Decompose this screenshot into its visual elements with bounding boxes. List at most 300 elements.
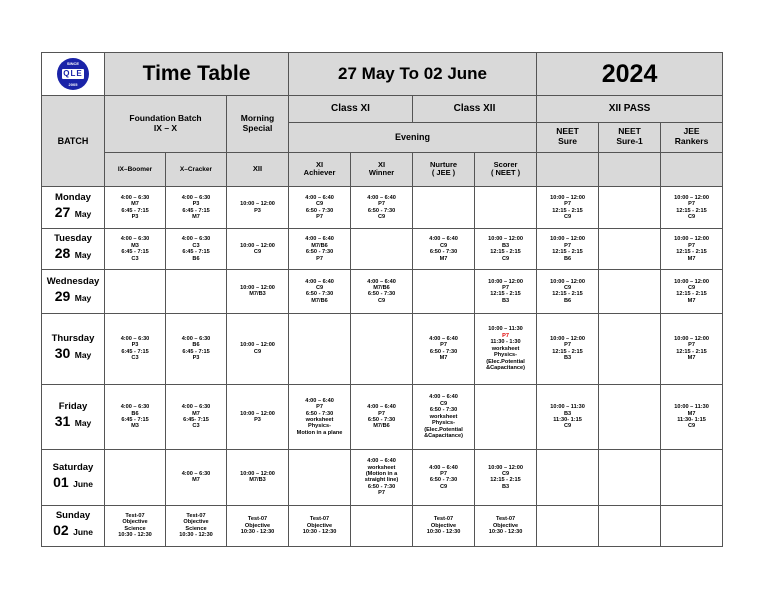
schedule-line: 6:50 - 7:30 xyxy=(367,483,396,490)
neet-sure1-header: NEET Sure-1 xyxy=(599,122,661,152)
table-row xyxy=(42,450,723,505)
schedule-line: 10:30 - 12:30 xyxy=(118,532,152,539)
schedule-line: B3 xyxy=(501,483,510,490)
schedule-line: C9 xyxy=(253,348,262,355)
schedule-cell xyxy=(105,384,166,450)
schedule-cell xyxy=(661,314,723,385)
schedule-line: M7/B6 xyxy=(311,297,328,304)
schedule-cell xyxy=(227,314,289,385)
schedule-cell xyxy=(413,187,475,229)
schedule-cell xyxy=(166,384,227,450)
schedule-line: P7 xyxy=(502,284,509,291)
schedule-line: 4:00 – 6:40 xyxy=(367,404,396,411)
schedule-line: M7 xyxy=(687,255,696,262)
day-name: Friday xyxy=(58,401,88,413)
schedule-line: Test-07 xyxy=(247,516,268,523)
schedule-line: 6:45- 7:15 xyxy=(183,416,209,423)
timetable xyxy=(41,52,723,547)
schedule-line: P7 xyxy=(564,342,571,349)
schedule-line: P7 xyxy=(378,410,385,417)
schedule-line: 12:15 - 2:15 xyxy=(676,249,707,256)
schedule-line: 4:00 – 6:40 xyxy=(367,278,396,285)
schedule-line: Motion in a plane xyxy=(296,429,343,436)
schedule-line: 10:00 – 12:00 xyxy=(674,236,709,243)
schedule-cell xyxy=(227,269,289,313)
schedule-line: 6:45 - 7:15 xyxy=(121,416,149,423)
schedule-line: P7 xyxy=(378,201,385,208)
class-xii-header: Class XII xyxy=(413,96,537,122)
schedule-line: 4:00 – 6:40 xyxy=(429,394,458,401)
schedule-line: &Capacitance) xyxy=(486,364,525,371)
schedule-line: P3 xyxy=(131,214,139,221)
schedule-line: 4:00 – 6:40 xyxy=(429,336,458,343)
schedule-line: 6:50 - 7:30 xyxy=(429,249,458,256)
schedule-line: P7 xyxy=(440,470,447,477)
schedule-line: 10:00 – 12:00 xyxy=(240,242,275,249)
schedule-line: Test-07 xyxy=(433,516,454,523)
schedule-line: C3 xyxy=(192,242,200,249)
schedule-line: 11:30- 1:15 xyxy=(677,416,706,423)
schedule-line: 4:00 – 6:40 xyxy=(305,397,334,404)
day-month: May xyxy=(74,292,92,303)
schedule-line: C9 xyxy=(253,249,262,256)
schedule-line: 10:30 - 12:30 xyxy=(426,529,461,536)
schedule-line: P7 xyxy=(378,490,385,497)
schedule-cell xyxy=(537,450,599,505)
schedule-cell xyxy=(351,187,413,229)
x-cracker-header: X–Cracker xyxy=(166,152,227,186)
neet-sure-header: NEET Sure xyxy=(537,122,599,152)
schedule-line: 4:00 – 6:30 xyxy=(181,236,211,243)
schedule-line: M7 xyxy=(192,214,200,221)
schedule-cell xyxy=(599,187,661,229)
day-cell xyxy=(42,384,105,450)
schedule-line: 12:15 - 2:15 xyxy=(490,477,521,484)
schedule-cell xyxy=(105,269,166,313)
schedule-line: 12:15 - 2:15 xyxy=(676,207,707,214)
schedule-cell xyxy=(661,269,723,313)
schedule-line: 4:00 – 6:30 xyxy=(181,194,211,201)
schedule-line: C9 xyxy=(687,284,696,291)
schedule-cell xyxy=(289,269,351,313)
schedule-line: Objective xyxy=(122,519,148,526)
table-row xyxy=(42,384,723,450)
schedule-line: 10:00 – 11:30 xyxy=(674,404,709,411)
schedule-cell xyxy=(105,314,166,385)
schedule-line: M3 xyxy=(131,242,139,249)
schedule-line: B6 xyxy=(563,297,572,304)
schedule-line: 4:00 – 6:40 xyxy=(305,278,334,285)
schedule-line: Objective xyxy=(430,522,457,529)
day-cell xyxy=(42,229,105,269)
schedule-line: 4:00 – 6:30 xyxy=(120,336,150,343)
schedule-cell xyxy=(599,384,661,450)
schedule-line: B6 xyxy=(192,255,200,262)
schedule-line: B3 xyxy=(501,242,510,249)
schedule-cell xyxy=(475,314,537,385)
xi-winner-header: XI Winner xyxy=(351,152,413,186)
schedule-line: B6 xyxy=(192,342,200,349)
day-month: June xyxy=(73,527,93,538)
schedule-line: 4:00 – 6:40 xyxy=(305,236,334,243)
schedule-cell xyxy=(166,269,227,313)
schedule-cell xyxy=(413,505,475,546)
schedule-cell xyxy=(166,187,227,229)
ix-boomer-header: IX–Boomer xyxy=(105,152,166,186)
schedule-line: worksheet xyxy=(491,345,520,352)
schedule-line: 6:50 - 7:30 xyxy=(305,291,334,298)
schedule-line: 4:00 – 6:40 xyxy=(305,194,334,201)
day-name: Thursday xyxy=(51,333,95,345)
schedule-cell xyxy=(227,229,289,269)
schedule-cell xyxy=(289,229,351,269)
schedule-line: straight line) xyxy=(364,477,399,484)
schedule-line: 12:15 - 2:15 xyxy=(676,291,707,298)
schedule-line: 4:00 – 6:30 xyxy=(120,194,150,201)
schedule-cell xyxy=(351,384,413,450)
day-month: May xyxy=(74,250,92,261)
schedule-line: 4:00 – 6:30 xyxy=(120,236,150,243)
schedule-line: M7 xyxy=(192,410,200,417)
day-number: 29 xyxy=(54,287,71,304)
schedule-cell xyxy=(537,314,599,385)
schedule-cell xyxy=(413,314,475,385)
schedule-line: M7/B3 xyxy=(249,477,266,484)
schedule-cell xyxy=(289,314,351,385)
schedule-cell xyxy=(166,450,227,505)
schedule-line: 6:45 - 7:15 xyxy=(121,249,149,256)
day-name: Wednesday xyxy=(46,275,100,287)
schedule-line: 10:00 – 12:00 xyxy=(240,342,275,349)
schedule-cell xyxy=(475,187,537,229)
schedule-cell xyxy=(413,450,475,505)
schedule-line: 6:50 - 7:30 xyxy=(429,348,458,355)
date-range: 27 May To 02 June xyxy=(289,53,537,96)
schedule-line: Science xyxy=(185,525,207,532)
schedule-line: P3 xyxy=(192,355,200,362)
schedule-line: Test-07 xyxy=(125,512,145,519)
day-month: May xyxy=(74,350,92,361)
schedule-cell xyxy=(599,314,661,385)
schedule-line: B3 xyxy=(563,410,572,417)
day-number: 27 xyxy=(54,204,71,221)
schedule-line: M7 xyxy=(687,355,696,362)
schedule-line: 4:00 – 6:40 xyxy=(429,236,458,243)
schedule-line: (Elec.Potential xyxy=(486,358,525,365)
class-xi-header: Class XI xyxy=(289,96,413,122)
schedule-cell xyxy=(537,384,599,450)
day-cell xyxy=(42,450,105,505)
schedule-cell xyxy=(475,229,537,269)
day-cell xyxy=(42,314,105,385)
schedule-cell xyxy=(475,269,537,313)
schedule-line: C9 xyxy=(563,423,572,430)
schedule-cell xyxy=(661,505,723,546)
schedule-cell xyxy=(661,384,723,450)
schedule-line: 4:00 – 6:40 xyxy=(367,458,396,465)
schedule-cell xyxy=(475,384,537,450)
schedule-cell xyxy=(351,229,413,269)
xii-header: XII xyxy=(227,152,289,186)
schedule-cell xyxy=(105,450,166,505)
schedule-line: 10:30 - 12:30 xyxy=(179,532,213,539)
schedule-line: P7 xyxy=(688,201,695,208)
schedule-line: M7/B6 xyxy=(373,423,390,430)
schedule-cell xyxy=(166,505,227,546)
schedule-line: Test-07 xyxy=(495,516,516,523)
schedule-cell xyxy=(475,505,537,546)
schedule-cell xyxy=(351,269,413,313)
schedule-cell xyxy=(166,229,227,269)
schedule-line: Physics- xyxy=(494,352,518,359)
schedule-line: Objective xyxy=(244,522,271,529)
schedule-line: C9 xyxy=(439,242,448,249)
qle-logo: SINCE QLE 2005 xyxy=(57,58,89,90)
schedule-line: 12:15 - 2:15 xyxy=(490,249,521,256)
schedule-line: C9 xyxy=(501,255,510,262)
schedule-line: 10:30 - 12:30 xyxy=(488,529,523,536)
schedule-line: 6:45 - 7:15 xyxy=(182,249,210,256)
schedule-line: P7 xyxy=(316,255,323,262)
schedule-line: C9 xyxy=(501,470,510,477)
schedule-line: 6:50 - 7:30 xyxy=(429,477,458,484)
schedule-line: 4:00 – 6:30 xyxy=(181,404,211,411)
day-number: 28 xyxy=(54,245,71,262)
schedule-line: 12:15 - 2:15 xyxy=(676,348,707,355)
schedule-line: 6:50 - 7:30 xyxy=(305,207,334,214)
schedule-line: C9 xyxy=(563,214,572,221)
schedule-line: worksheet xyxy=(305,416,334,423)
schedule-line: P7 xyxy=(564,242,571,249)
schedule-cell xyxy=(599,505,661,546)
schedule-cell xyxy=(166,314,227,385)
day-number: 02 xyxy=(53,522,69,539)
foundation-header: Foundation Batch IX – X xyxy=(105,96,227,152)
schedule-line: 10:00 – 12:00 xyxy=(240,410,275,417)
schedule-line: C9 xyxy=(315,201,324,208)
schedule-cell xyxy=(227,187,289,229)
schedule-line: B6 xyxy=(563,255,572,262)
schedule-line: M7 xyxy=(687,297,696,304)
schedule-line: M7 xyxy=(439,355,448,362)
schedule-line: 10:00 – 11:30 xyxy=(550,404,585,411)
schedule-line: 10:00 – 12:00 xyxy=(550,236,585,243)
schedule-line: C9 xyxy=(439,400,448,407)
schedule-cell xyxy=(105,229,166,269)
schedule-line: 12:15 - 2:15 xyxy=(490,291,521,298)
schedule-line: P3 xyxy=(131,342,139,349)
day-name: Tuesday xyxy=(54,233,92,245)
schedule-line: C3 xyxy=(131,355,139,362)
schedule-cell xyxy=(227,505,289,546)
schedule-cell xyxy=(537,505,599,546)
schedule-line: 10:30 - 12:30 xyxy=(302,529,337,536)
year: 2024 xyxy=(537,53,723,96)
schedule-cell xyxy=(413,229,475,269)
day-cell xyxy=(42,269,105,313)
schedule-cell xyxy=(599,450,661,505)
schedule-line: M7/B3 xyxy=(249,291,266,298)
schedule-cell xyxy=(537,187,599,229)
schedule-cell xyxy=(227,384,289,450)
schedule-line: B3 xyxy=(501,297,510,304)
schedule-line: 10:00 – 12:00 xyxy=(488,278,523,285)
day-name: Saturday xyxy=(52,461,94,473)
schedule-line: Objective xyxy=(306,522,333,529)
table-row xyxy=(42,269,723,313)
schedule-line: P3 xyxy=(192,201,200,208)
schedule-cell xyxy=(661,187,723,229)
schedule-line: 10:00 – 12:00 xyxy=(488,236,523,243)
neet-sure1-sub xyxy=(599,152,661,186)
jee-rankers-sub xyxy=(661,152,723,186)
schedule-line: P7 xyxy=(564,201,571,208)
schedule-line: 10:00 – 12:00 xyxy=(240,470,275,477)
scorer-header: Scorer ( NEET ) xyxy=(475,152,537,186)
schedule-line: Objective xyxy=(183,519,209,526)
schedule-line: M7/B6 xyxy=(311,242,328,249)
schedule-line: 10:00 – 12:00 xyxy=(674,194,709,201)
schedule-line: 11:30- 1:15 xyxy=(553,416,582,423)
schedule-line: Physics- xyxy=(432,420,456,427)
jee-rankers-header: JEE Rankers xyxy=(661,122,723,152)
table-row xyxy=(42,187,723,229)
schedule-line: C9 xyxy=(687,423,696,430)
schedule-line: P7 xyxy=(316,214,323,221)
schedule-line: C9 xyxy=(377,297,386,304)
day-cell xyxy=(42,187,105,229)
day-rows xyxy=(42,187,723,547)
day-month: May xyxy=(74,209,92,220)
schedule-line: 4:00 – 6:30 xyxy=(181,470,211,477)
table-row xyxy=(42,314,723,385)
schedule-line: C9 xyxy=(563,284,572,291)
schedule-line: 6:50 - 7:30 xyxy=(367,207,396,214)
table-row xyxy=(42,505,723,546)
schedule-line: Test-07 xyxy=(186,512,206,519)
schedule-line: P7 xyxy=(316,404,323,411)
schedule-line: C3 xyxy=(131,255,139,262)
schedule-line: worksheet xyxy=(367,464,396,471)
schedule-line: 4:00 – 6:40 xyxy=(367,194,396,201)
schedule-line: M7 xyxy=(439,255,448,262)
schedule-line: 10:00 – 12:00 xyxy=(674,278,709,285)
schedule-line: 10:00 – 12:00 xyxy=(240,284,275,291)
schedule-line: M7/B6 xyxy=(373,284,390,291)
xii-pass-header: XII PASS xyxy=(537,96,723,122)
schedule-line: Physics- xyxy=(308,423,332,430)
schedule-cell xyxy=(351,505,413,546)
schedule-line: C9 xyxy=(377,214,386,221)
batch-header: BATCH xyxy=(42,96,105,187)
xi-achiever-header: XI Achiever xyxy=(289,152,351,186)
schedule-line: M3 xyxy=(131,423,139,430)
schedule-line: 10:00 – 11:30 xyxy=(488,326,523,333)
schedule-line: 6:45 - 7:15 xyxy=(121,348,149,355)
schedule-line: 12:15 - 2:15 xyxy=(552,207,583,214)
morning-special-header: Morning Special xyxy=(227,96,289,152)
schedule-line: 11:30 - 1:30 xyxy=(490,339,521,346)
schedule-cell xyxy=(537,269,599,313)
schedule-line: 12:15 - 2:15 xyxy=(552,348,583,355)
schedule-line: 4:00 – 6:30 xyxy=(181,336,211,343)
day-number: 31 xyxy=(54,413,71,430)
schedule-cell xyxy=(289,505,351,546)
schedule-line: 10:00 – 12:00 xyxy=(550,336,585,343)
schedule-line: 10:00 – 12:00 xyxy=(550,194,585,201)
schedule-line: 6:50 - 7:30 xyxy=(305,410,334,417)
schedule-line: P7 xyxy=(688,342,695,349)
schedule-line: 10:00 – 12:00 xyxy=(488,464,523,471)
schedule-line: P7 xyxy=(502,332,509,339)
day-number: 30 xyxy=(54,345,71,362)
schedule-line: 10:00 – 12:00 xyxy=(550,278,585,285)
schedule-cell xyxy=(413,269,475,313)
day-name: Sunday xyxy=(55,510,91,522)
schedule-line: C3 xyxy=(192,423,200,430)
schedule-line: 6:50 - 7:30 xyxy=(367,416,396,423)
schedule-cell xyxy=(105,505,166,546)
schedule-line: 6:45 - 7:15 xyxy=(182,207,210,214)
day-month: May xyxy=(74,418,92,429)
logo-cell xyxy=(42,53,105,96)
evening-header: Evening xyxy=(289,122,537,152)
schedule-line: 10:00 – 12:00 xyxy=(240,201,275,208)
day-number: 01 xyxy=(53,473,69,490)
page-title: Time Table xyxy=(105,53,289,96)
schedule-cell xyxy=(289,384,351,450)
schedule-cell xyxy=(599,229,661,269)
schedule-line: (Elec.Potential xyxy=(424,426,463,433)
schedule-line: P3 xyxy=(254,416,261,423)
schedule-cell xyxy=(475,450,537,505)
schedule-line: 12:15 - 2:15 xyxy=(552,249,583,256)
schedule-line: 10:00 – 12:00 xyxy=(674,336,709,343)
schedule-line: P7 xyxy=(688,242,695,249)
schedule-cell xyxy=(227,450,289,505)
neet-sure-sub xyxy=(537,152,599,186)
schedule-line: Science xyxy=(124,525,146,532)
schedule-line: 6:45 - 7:15 xyxy=(182,348,210,355)
schedule-line: P7 xyxy=(440,342,447,349)
schedule-line: M7 xyxy=(687,410,696,417)
schedule-cell xyxy=(413,384,475,450)
schedule-cell xyxy=(289,187,351,229)
schedule-cell xyxy=(537,229,599,269)
schedule-line: worksheet xyxy=(429,413,458,420)
schedule-cell xyxy=(351,450,413,505)
schedule-line: 12:15 - 2:15 xyxy=(552,291,583,298)
schedule-line: P3 xyxy=(254,207,261,214)
day-cell xyxy=(42,505,105,546)
schedule-cell xyxy=(599,269,661,313)
schedule-line: B3 xyxy=(563,355,572,362)
day-month: June xyxy=(73,478,93,489)
schedule-line: 6:50 - 7:30 xyxy=(305,249,334,256)
table-row xyxy=(42,229,723,269)
schedule-line: M7 xyxy=(192,477,200,484)
schedule-line: M7 xyxy=(131,201,139,208)
schedule-line: C9 xyxy=(315,284,324,291)
day-name: Monday xyxy=(55,192,91,204)
schedule-cell xyxy=(661,450,723,505)
schedule-line: 10:30 - 12:30 xyxy=(240,529,275,536)
nurture-header: Nurture ( JEE ) xyxy=(413,152,475,186)
schedule-line: 6:50 - 7:30 xyxy=(367,291,396,298)
schedule-cell xyxy=(289,450,351,505)
schedule-cell xyxy=(105,187,166,229)
schedule-line: 4:00 – 6:30 xyxy=(120,404,150,411)
